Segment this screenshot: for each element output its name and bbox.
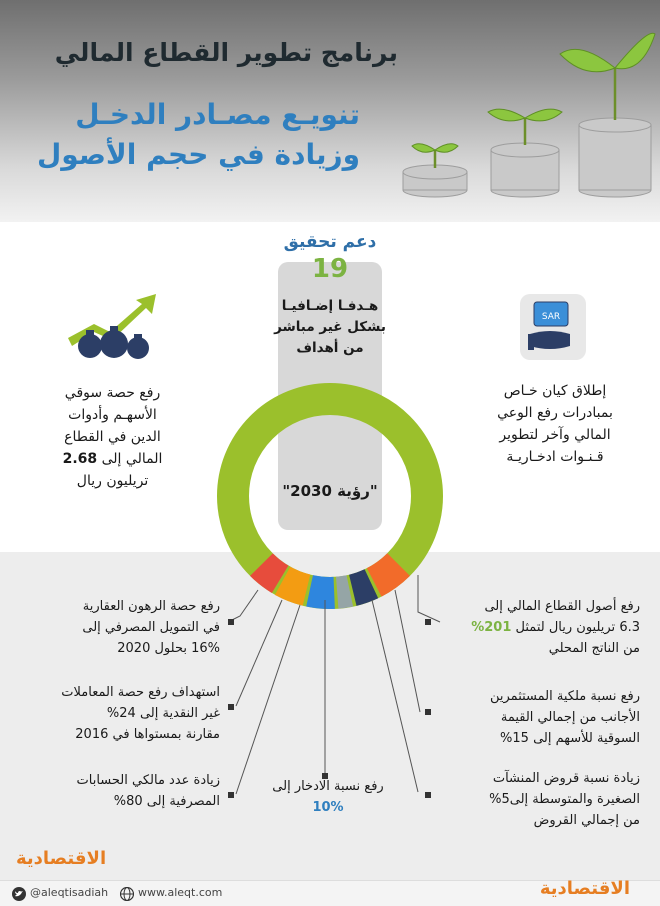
item-r2-line2: الأجانب من إجمالي القيمة (500, 710, 640, 725)
top-left-line4: المالي إلى 2.68 (62, 451, 163, 467)
header-title: برنامج تطوير القطاع المالي (54, 38, 398, 67)
top-left-line5: تريليون ريال (76, 473, 149, 489)
bullet-r1 (425, 619, 431, 625)
brand-logo-right: الاقتصادية (539, 878, 630, 899)
item-l2-line2: غير النقدية إلى 24% (106, 706, 220, 721)
top-right-line3: المالي وآخر لتطوير (499, 427, 611, 443)
sar-icon-text: SAR (541, 312, 561, 322)
vision-2030-label: "رؤية 2030" (282, 482, 378, 500)
bullet-l2 (228, 704, 234, 710)
bullet-r3 (425, 792, 431, 798)
bullet-l3 (228, 792, 234, 798)
item-l3-line2: المصرفية إلى 80% (113, 794, 220, 809)
top-right-line1: إطلاق كيان خـاص (503, 383, 607, 399)
brand-logo-left: الاقتصادية (16, 848, 107, 869)
item-c1-percent: 10% (312, 800, 344, 815)
top-left-line2: الأسهـم وأدوات (68, 407, 157, 423)
top-right-text (480, 380, 630, 468)
top-left-line3: الدين في القطاع (64, 429, 161, 445)
item-r1 (440, 596, 640, 659)
item-r1-percent: 201% (471, 620, 512, 635)
item-l2-line1: استهداف رفع حصة المعاملات (61, 685, 220, 700)
item-r1-line1: رفع أصول القطاع المالي إلى (484, 599, 640, 614)
support-label: دعم تحقيق (283, 232, 377, 252)
top-right-line4: قـنـوات ادخـاريـة (506, 449, 604, 465)
item-r1-line2: 6.3 تريليون ريال لتمثل 201% (471, 620, 640, 635)
support-text-line3: من أهداف (296, 340, 364, 356)
item-r3-line1: زيادة نسبة قروض المنشآت (492, 771, 640, 786)
top-left-text (40, 382, 185, 492)
top-left-line1: رفع حصة سوقي (64, 385, 161, 401)
item-c1-line1: رفع نسبة الادخار إلى (272, 779, 384, 794)
bullet-r2 (425, 709, 431, 715)
money-growth-icon (64, 290, 160, 362)
footer-twitter-handle[interactable]: @aleqtisadiah (30, 886, 109, 899)
sar-hand-icon (520, 294, 586, 360)
item-l1-line3: 16% بحلول 2020 (117, 641, 220, 656)
header-subtitle-line1: تنويـع مصـادر الدخـل (75, 98, 360, 131)
support-number: 19 (311, 254, 349, 284)
item-l3 (20, 770, 220, 812)
item-r3-line3: من إجمالي القروض (533, 813, 640, 828)
top-left-highlight-number: 2.68 (62, 451, 98, 467)
header-subtitle-line2: وزيادة في حجم الأصول (36, 138, 360, 171)
footer-website-link[interactable]: www.aleqt.com (138, 886, 223, 899)
item-l2-line3: مقارنة بمستواها في 2016 (75, 727, 220, 742)
top-right-line2: بمبادرات رفع الوعي (497, 405, 613, 421)
support-text-line2: بشكل غير مباشر (274, 319, 386, 335)
item-r3-line2: الصغيرة والمتوسطة إلى5% (489, 792, 640, 807)
globe-icon (120, 887, 134, 901)
item-l1-line1: رفع حصة الرهون العقارية (82, 599, 220, 614)
item-r2-line1: رفع نسبة ملكية المستثمرين (490, 689, 640, 704)
item-r2-line3: السوقية للأسهم إلى 15% (500, 731, 640, 746)
item-r3 (440, 768, 640, 831)
item-l2 (20, 682, 220, 745)
item-l1-line2: في التمويل المصرفي إلى (82, 620, 220, 635)
bullet-l1 (228, 619, 234, 625)
twitter-icon (12, 887, 26, 901)
item-c1 (248, 776, 408, 818)
item-r1-line3: من الناتج المحلي (548, 641, 640, 656)
item-l1 (20, 596, 220, 659)
item-r2 (440, 686, 640, 749)
item-l3-line1: زيادة عدد مالكي الحسابات (76, 773, 220, 788)
support-text-line1: هـدفـا إضـافيـا (281, 298, 379, 314)
